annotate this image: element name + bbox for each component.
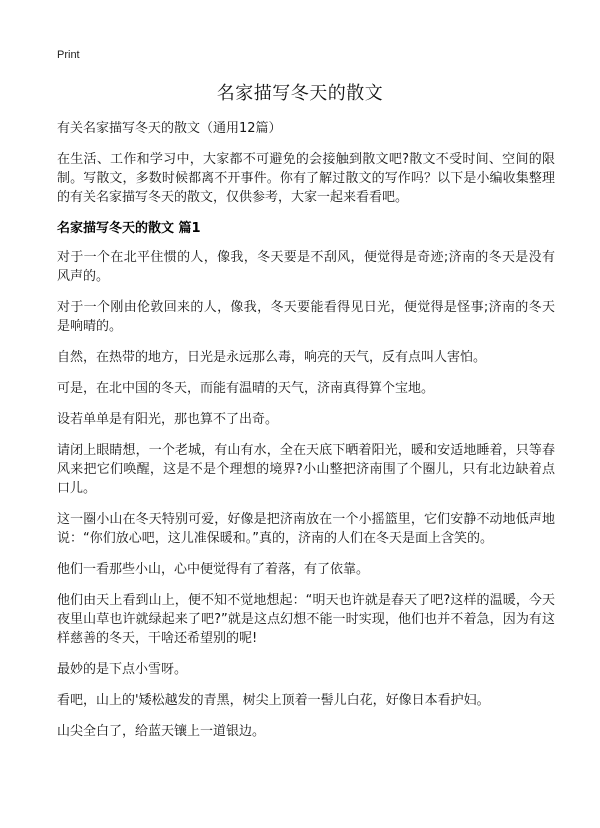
body-paragraph: 请闭上眼睛想，一个老城，有山有水，全在天底下晒着阳光，暖和安适地睡着，只等春风来把它们唤醒，这是不是个理想的境界?小山整把济南围了个圈儿，只有北边缺着点口儿。: [57, 443, 555, 496]
body-paragraph: 对于一个在北平住惯的人，像我，冬天要是不刮风，便觉得是奇迹;济南的冬天是没有风声的。: [57, 250, 555, 284]
body-paragraph: 设若单单是有阳光，那也算不了出奇。: [57, 412, 279, 427]
document-title: 名家描写冬天的散文: [216, 83, 384, 104]
body-paragraph: 最妙的是下点小雪呀。: [57, 662, 188, 677]
body-paragraph: 可是，在北中国的冬天，而能有温晴的天气，济南真得算个宝地。: [57, 381, 435, 396]
section-heading: 名家描写冬天的散文 篇1: [57, 221, 201, 236]
body-paragraph: 看吧，山上的'矮松越发的青黑，树尖上顶着一髻儿白花，好像日本看护妇。: [57, 693, 490, 708]
body-paragraph: 他们由天上看到山上，便不知不觉地想起：“明天也许就是春天了吧?这样的温暖，今天夜里山草也许就绿起来了吧?”就是这点幻想不能一时实现，他们也并不着急，因为有这样慈善的冬天，干啥还希望别的呢!: [57, 593, 555, 646]
body-paragraph: 自然，在热带的地方，日光是永远那么毒，响亮的天气，反有点叫人害怕。: [57, 350, 487, 365]
body-paragraph: 他们一看那些小山，心中便觉得有了着落，有了依靠。: [57, 562, 370, 577]
body-paragraph: 对于一个刚由伦敦回来的人，像我，冬天要能看得见日光，便觉得是怪事;济南的冬天是响晴的。: [57, 300, 555, 334]
document-body: [57, 119, 555, 753]
print-link[interactable]: Print: [57, 49, 80, 61]
body-paragraph: 山尖全白了，给蓝天镶上一道银边。: [57, 724, 266, 739]
body-paragraph: 这一圈小山在冬天特别可爱，好像是把济南放在一个小摇篮里，它们安静不动地低声地说：“你们放心吧，这儿准保暖和。”真的，济南的人们在冬天是面上含笑的。: [57, 512, 555, 546]
intro-paragraph: 在生活、工作和学习中，大家都不可避免的会接触到散文吧?散文不受时间、空间的限制。写散文，多数时候都离不开事件。你有了解过散文的写作吗？以下是小编收集整理的有关名家描写冬天的散文，仅供参考，大家一起来看看吧。: [57, 152, 555, 205]
document-subtitle: 有关名家描写冬天的散文（通用12篇）: [57, 121, 282, 136]
